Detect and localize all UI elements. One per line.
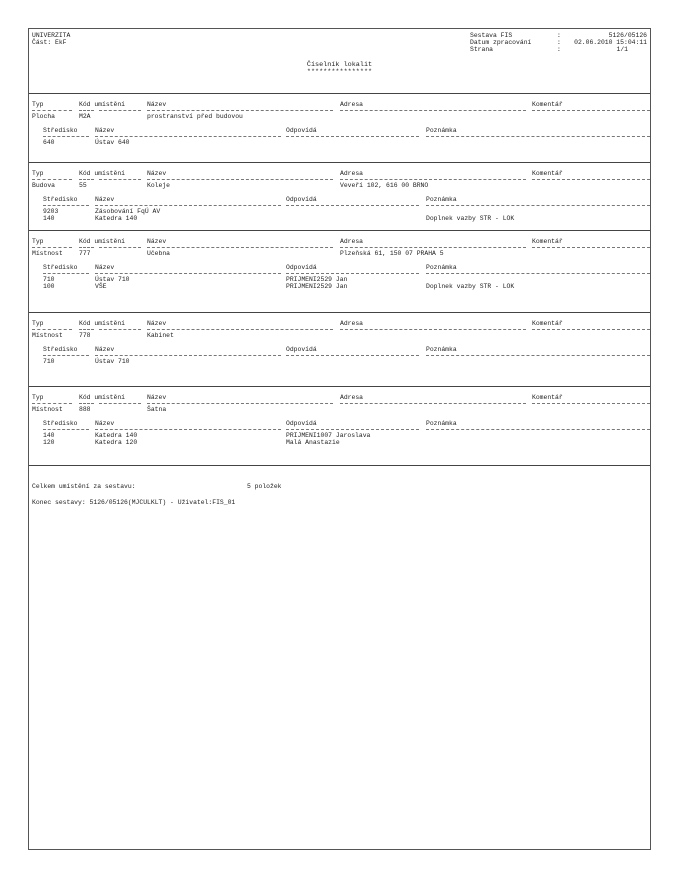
cost-center-code: 140 [43,215,55,222]
total-label: Celkem umístění za sestavu: [32,483,136,490]
header-col-komentar: Komentář [532,394,563,401]
location-name: Kabinet [147,332,174,339]
cost-center-code: 100 [43,283,55,290]
location-code: 888 [79,406,91,413]
location-type: Plocha [32,113,56,120]
subheader-stredisko: Středisko [43,196,78,203]
meta-sep: : [557,46,561,53]
cost-center-code: 9203 [43,208,59,215]
dash-separator [532,110,650,111]
meta-value-date: 02.06.2010 15:04:11 [574,39,647,46]
subheader-odpovida: Odpovídá [286,346,317,353]
location-address: Veveří 102, 616 00 BRNO [340,182,429,189]
dash-separator [43,273,89,274]
section-divider [29,162,650,163]
location-code: 55 [79,182,87,189]
cost-center-code: 710 [43,276,55,283]
dash-separator [79,329,94,330]
cost-center-code: 710 [43,358,55,365]
report-title: Číselník lokalit [306,61,373,69]
header-col-nazev: Název [147,394,167,401]
header-col-adresa: Adresa [340,170,364,177]
meta-label-page: Strana [470,46,494,53]
subheader-stredisko: Středisko [43,420,78,427]
subheader-poznamka: Poznámka [426,420,457,427]
cost-center-note: Doplnek vazby STR - LOK [426,215,515,222]
dash-separator [426,136,650,137]
dash-separator [426,429,650,430]
section-divider [29,465,650,466]
report-title-underline: **************** [306,68,373,76]
dash-separator [532,247,650,248]
dash-separator [147,179,333,180]
subheader-poznamka: Poznámka [426,127,457,134]
dash-separator [99,179,141,180]
dash-separator [340,403,526,404]
dash-separator [340,329,526,330]
dash-separator [286,429,419,430]
dash-separator [286,136,419,137]
dash-separator [32,179,72,180]
subheader-odpovida: Odpovídá [286,196,317,203]
location-name: Učebna [147,250,171,257]
section-divider [29,386,650,387]
responsible-person: PRIJMENI2529 Jan [286,276,348,283]
header-col-nazev: Název [147,238,167,245]
dash-separator [426,273,650,274]
subheader-nazev-sub: Název [95,127,115,134]
header-col-adresa: Adresa [340,394,364,401]
dash-separator [79,110,94,111]
dash-separator [43,205,89,206]
header-col-komentar: Komentář [532,238,563,245]
dash-separator [532,329,650,330]
dash-separator [79,247,94,248]
header-col-adresa: Adresa [340,101,364,108]
header-col-typ: Typ [32,394,44,401]
meta-label-date: Datum zpracování [470,39,532,46]
subheader-odpovida: Odpovídá [286,264,317,271]
responsible-person: PRIJMENI1007 Jaroslava [286,432,371,439]
header-col-typ: Typ [32,170,44,177]
dash-separator [32,403,72,404]
subheader-poznamka: Poznámka [426,196,457,203]
dash-separator [99,403,141,404]
subheader-poznamka: Poznámka [426,346,457,353]
header-col-nazev: Název [147,320,167,327]
meta-value-report: 5126/05126 [608,32,647,39]
subheader-poznamka: Poznámka [426,264,457,271]
subheader-odpovida: Odpovídá [286,420,317,427]
dash-separator [147,110,333,111]
dash-separator [99,110,141,111]
header-col-typ: Typ [32,320,44,327]
location-code: 777 [79,250,91,257]
section-divider [29,93,650,94]
cost-center-name: Katedra 140 [95,432,138,439]
cost-center-code: 640 [43,139,55,146]
location-name: Koleje [147,182,171,189]
report-end-line: Konec sestavy: 5126/05126(MJCULKLT) - Uživatel:FIS_01 [32,499,236,506]
subheader-nazev-sub: Název [95,196,115,203]
location-name: prostranství před budovou [147,113,243,120]
cost-center-name: Ústav 640 [95,139,130,146]
subheader-nazev-sub: Název [95,346,115,353]
header-col-typ: Typ [32,101,44,108]
dash-separator [147,403,333,404]
header-col-typ: Typ [32,238,44,245]
cost-center-name: Ústav 710 [95,276,130,283]
dash-separator [147,247,333,248]
subheader-nazev-sub: Název [95,264,115,271]
dash-separator [79,403,94,404]
header-col-kod: Kód umístění [79,170,126,177]
location-address: Plzeňská 61, 150 07 PRAHA 5 [340,250,444,257]
dash-separator [426,205,650,206]
location-type: Budova [32,182,56,189]
subheader-stredisko: Středisko [43,127,78,134]
header-col-kod: Kód umístění [79,101,126,108]
dash-separator [95,205,281,206]
dash-separator [32,247,72,248]
location-name: Šatna [147,406,167,413]
dash-separator [426,355,650,356]
header-col-komentar: Komentář [532,101,563,108]
cost-center-name: Zásobování FqÚ AV [95,208,161,215]
meta-sep: : [557,32,561,39]
dash-separator [286,273,419,274]
location-type: Místnost [32,406,63,413]
total-value: 5 položek [247,483,282,490]
dash-separator [286,355,419,356]
header-col-komentar: Komentář [532,320,563,327]
responsible-person: Malá Anastazie [286,439,340,446]
header-col-adresa: Adresa [340,238,364,245]
meta-value-page: 1/1 [616,46,628,53]
responsible-person: PRIJMENI2529 Jan [286,283,348,290]
header-col-nazev: Název [147,101,167,108]
meta-label-report: Sestava FIS [470,32,513,39]
section-divider [29,312,650,313]
dash-separator [532,403,650,404]
dash-separator [43,429,89,430]
cost-center-note: Doplnek vazby STR - LOK [426,283,515,290]
dash-separator [340,110,526,111]
dash-separator [32,110,72,111]
dash-separator [286,205,419,206]
cost-center-code: 140 [43,432,55,439]
location-type: Místnost [32,332,63,339]
org-name: UNIVERZITA [32,32,71,39]
header-col-nazev: Název [147,170,167,177]
header-col-kod: Kód umístění [79,320,126,327]
dash-separator [43,355,89,356]
dash-separator [43,136,89,137]
dash-separator [95,273,281,274]
header-col-kod: Kód umístění [79,238,126,245]
dash-separator [340,247,526,248]
location-code: M2A [79,113,91,120]
dash-separator [95,429,281,430]
header-col-adresa: Adresa [340,320,364,327]
location-type: Místnost [32,250,63,257]
dash-separator [147,329,333,330]
dash-separator [99,247,141,248]
dash-separator [340,179,526,180]
header-col-kod: Kód umístění [79,394,126,401]
subheader-stredisko: Středisko [43,346,78,353]
subheader-stredisko: Středisko [43,264,78,271]
dash-separator [95,355,281,356]
subheader-nazev-sub: Název [95,420,115,427]
report-page [28,28,651,850]
cost-center-name: Katedra 120 [95,439,138,446]
meta-sep: : [557,39,561,46]
dash-separator [79,179,94,180]
cost-center-name: Ústav 710 [95,358,130,365]
org-part: Část: EkF [32,39,67,46]
cost-center-code: 120 [43,439,55,446]
subheader-odpovida: Odpovídá [286,127,317,134]
dash-separator [532,179,650,180]
dash-separator [95,136,281,137]
dash-separator [99,329,141,330]
cost-center-name: VŠE [95,283,107,290]
header-col-komentar: Komentář [532,170,563,177]
location-code: 778 [79,332,91,339]
section-divider [29,230,650,231]
dash-separator [32,329,72,330]
cost-center-name: Katedra 140 [95,215,138,222]
